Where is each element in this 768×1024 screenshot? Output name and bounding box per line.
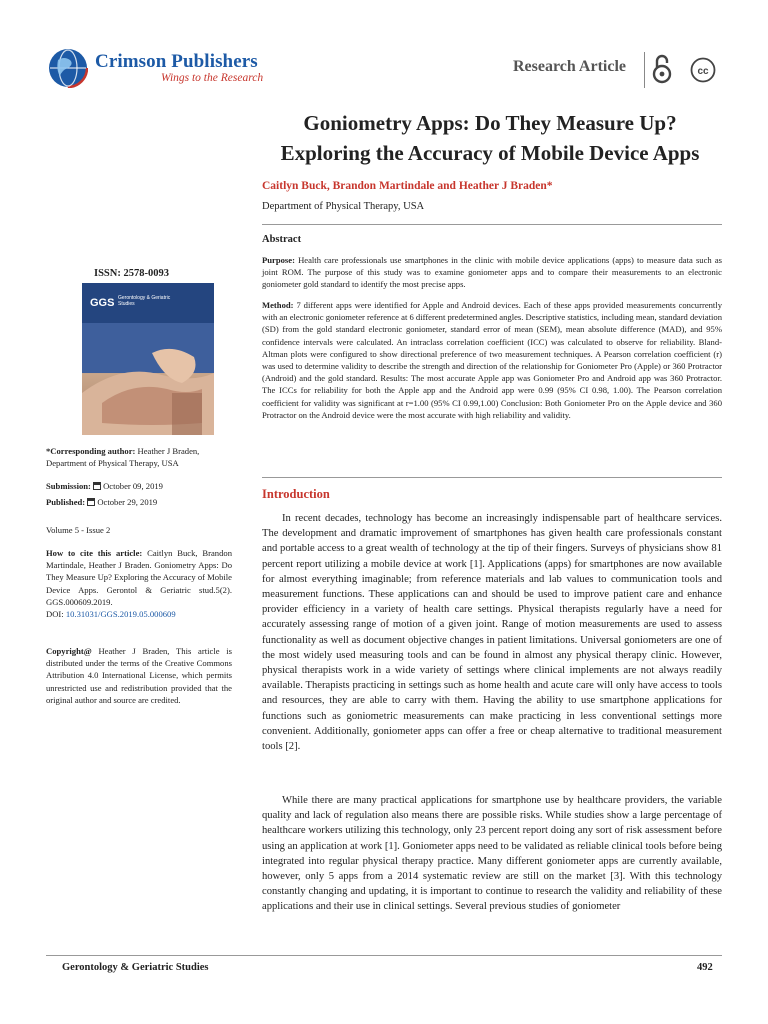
method-text: 7 different apps were identified for Apple and Android devices. Each of these apps provided measurements concurrently with an electronic goniometer reference at 6 different predetermined angles. Descriptive statistics, including mean, standard deviation (SD) from the gold standard electronic goniometer, standard error of mean (SEM), mean absolute difference (MAD), and 95% confidence intervals were calculated. An intraclass correlation coefficient (ICC) was calculated to observe for reliability. Bland-Altman plots were configured to show directional preference of two measurement techniques. A Pearson correlation coefficient (r) was used to determine validity to describe the strength and direction of the relationship for Goniometer Pro (Apple) or 360 Protractor (Android) and the gold standard. Results: The most accurate Apple app was Goniometer Pro and Android app was 360 Protractor. The ICCs for reliability for both the Apple app and the Android app were 0.99 (95% CI 0.98, 1.00). The Pearson correlation coefficient for validity was significant at r=1.00 (95% CI 0.99,1.00) Conclusion: Both Goniometer Pro on the Apple device and 360 Protractor on the Android device were the most accurate with high reliability and validity. — [262, 300, 722, 420]
article-title-line-1: Goniometry Apps: Do They Measure Up? — [303, 111, 677, 135]
cover-journal-line: Gerontology & Geriatric Studies — [118, 295, 171, 307]
submission-date — [46, 480, 232, 492]
purpose-label: Purpose: — [262, 255, 295, 265]
creative-commons-icon[interactable] — [690, 57, 716, 83]
copyright-label: Copyright@ — [46, 646, 92, 656]
doi-link[interactable]: 10.31031/GGS.2019.05.000609 — [65, 609, 176, 620]
abstract-divider — [262, 477, 722, 478]
footer-divider — [46, 955, 722, 956]
published-date — [46, 496, 232, 508]
article-title-line-2: Exploring the Accuracy of Mobile Device Apps — [280, 141, 700, 165]
published-label: Published: — [46, 497, 86, 507]
journal-cover[interactable] — [82, 283, 214, 435]
abstract-heading: Abstract — [262, 234, 302, 245]
footer-journal: Gerontology & Geriatric Studies — [62, 962, 209, 973]
corresponding-label: *Corresponding author: — [46, 446, 136, 456]
purpose-text: Health care professionals use smartphones in the clinic with mobile device applications (apps) to measure data such as joint ROM. The purpose of this study was to examine goniometer apps and to compare their measurements to an electronic goniometer gold standard to identify the most precise apps. — [262, 255, 722, 290]
abstract-method — [262, 299, 722, 421]
publisher-logo[interactable] — [48, 46, 278, 90]
cite-text: Caitlyn Buck, Brandon Martindale, Heather J Braden. Goniometry Apps: Do They Measure Up? Exploring the Accuracy of Mobile Device Apps. Gerontol & Geriatric stud.5(2). GGS.000609.2019. — [46, 548, 232, 607]
title-divider — [262, 224, 722, 225]
introduction-heading: Introduction — [262, 487, 330, 501]
submission-date-value: October 09, 2019 — [103, 481, 163, 491]
article-type-label: Research Article — [513, 58, 626, 75]
submission-label: Submission: — [46, 481, 91, 491]
introduction-paragraph-2: While there are many practical applications for smartphone use by healthcare providers, the variable quality and lack of regulation also means there are possible risks. While studies show a large percentage of healthcare workers utilizing this technology, only 23 percent report doing any sort of risk assessment before using an application at work [1]. Goniometer apps need to be validated as reliable clinical tools before being integrated into regular physical therapy practice. Many different goniometer apps are currently available, however, only 5 apps from a 2014 systematic review are still on the market [3]. With this technology constantly changing and updating, it is important to continue to research the validity and reliability of these applications and their use in clinical settings. Several previous studies of goniometer — [262, 795, 722, 913]
introduction-paragraph-1: In recent decades, technology has become an increasingly indispensable part of healthcare services. The development and dramatic improvement of smartphones has given health care professionals constant and portable access to a great wealth of technology at the tip of their fingers. Surveys of physicians show 81 percent report utilizing a mobile device at work [1]. Applications (apps) for smartphones are now available for almost everything imaginable; from reference materials and lab values to communication tools and measurement functions. These applications can and should be used to improve patient care and enhance provider efficiency in a variety of health care settings. Physical therapists regularly have a need for accurately assessing range of motion of a given joint. Range of motion measurements are used to assess functionality as well as document objective changes in patient limitations. Universal goniometers are one of the most widely used measuring tools and can be found in almost any physical therapy clinic. However, physical therapists work in a wide variety of settings where clinical implements are not always readily available. Therapists practicing in settings such as home health and acute care will only have access to tools and resources, they are able to carry with them. Having the ability to use smartphone applications for functions such as goniometric measurements can make practicing in less conventional settings more convenient. Additionally, goniometer apps can offer a free or cheap alternative to traditional measurement tools [2]. — [262, 513, 722, 753]
issn: ISSN: 2578-0093 — [94, 268, 169, 279]
affiliation: Department of Physical Therapy, USA — [262, 201, 425, 212]
cover-abbr: GGS — [90, 297, 115, 309]
svg-text:cc: cc — [697, 66, 709, 77]
cover-hands-illustration — [82, 323, 214, 435]
header-divider — [644, 52, 645, 88]
abstract-purpose — [262, 254, 722, 291]
open-access-icon[interactable] — [651, 53, 673, 85]
copyright-notice — [46, 645, 232, 706]
cite-label: How to cite this article: — [46, 548, 143, 558]
how-to-cite — [46, 547, 232, 620]
publisher-name: Crimson Publishers — [95, 51, 258, 72]
published-date-value: October 29, 2019 — [97, 497, 158, 507]
corresponding-text: Heather J Braden, Department of Physical Therapy, USA — [46, 446, 200, 469]
method-label: Method: — [262, 300, 294, 310]
calendar-icon — [87, 498, 95, 506]
author-list: Caitlyn Buck, Brandon Martindale and Heather J Braden* — [262, 180, 553, 192]
calendar-icon — [93, 482, 101, 490]
volume-issue: Volume 5 - Issue 2 — [46, 525, 111, 535]
corresponding-author — [46, 445, 232, 469]
doi-label: DOI: — [46, 609, 64, 620]
page-number: 492 — [697, 962, 713, 973]
globe-logo-icon — [48, 48, 88, 88]
copyright-text: Heather J Braden, This article is distributed under the terms of the Creative Commons Attribution 4.0 International License, which permits unrestricted use and redistribution provided that the original author and source are credited. — [46, 646, 232, 705]
publisher-tagline: Wings to the Research — [161, 72, 264, 84]
